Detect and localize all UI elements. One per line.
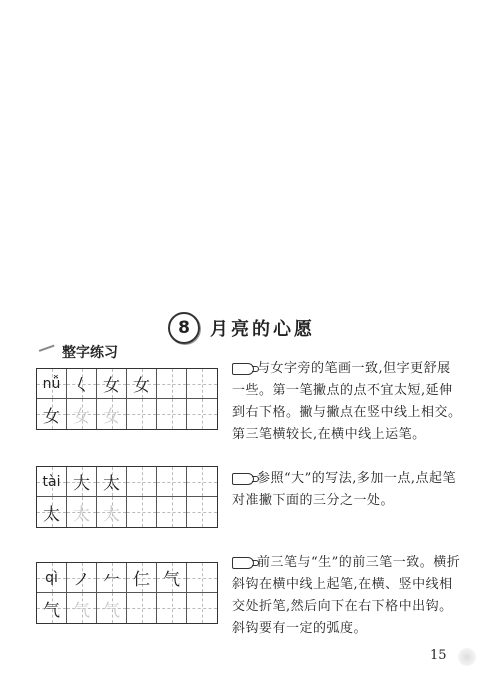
writing-note-nv <box>232 358 464 446</box>
grid-cell-model: 太 <box>37 497 67 527</box>
grid-cell-stroke: 女 <box>97 369 127 399</box>
grid-cell-empty <box>127 467 157 497</box>
lesson-title-text: 月亮的心愿 <box>210 319 315 340</box>
note-text: 与女字旁的笔画一致,但字更舒展一些。第一笔撇点的点不宜太短,延伸到右下格。撇与撇点在竖中线上相交。第三笔横较长,在横中线上运笔。 <box>232 361 462 442</box>
grid-cell-empty <box>127 399 157 429</box>
grid-cell-stroke: 气 <box>157 563 187 593</box>
lesson-number-badge: 8 <box>168 312 200 344</box>
note-text: 参照“大”的写法,多加一点,点起笔对准撇下面的三分之一处。 <box>232 471 457 508</box>
section-label-text: 整字练习 <box>62 345 118 361</box>
writing-note-tai <box>232 468 464 512</box>
grid-cell-empty <box>187 593 217 623</box>
grid-cell-model: 气 <box>37 593 67 623</box>
grid-cell-trace: 女 <box>97 399 127 429</box>
grid-cell-empty <box>157 467 187 497</box>
grid-cell-trace: 气 <box>67 593 97 623</box>
grid-cell-empty <box>187 497 217 527</box>
grid-cell-pinyin: tài <box>37 467 67 497</box>
note-text: 前三笔与“生”的前三笔一致。横折斜钩在横中线上起笔,在横、竖中线相交处折笔,然后向下在右下格中出钩。斜钩要有一定的弧度。 <box>232 555 461 636</box>
grid-cell-stroke: ノ <box>67 563 97 593</box>
pen-icon <box>39 345 57 360</box>
grid-cell-empty <box>127 497 157 527</box>
grid-cell-pinyin: nǚ <box>37 369 67 399</box>
grid-cell-trace: 太 <box>97 497 127 527</box>
grid-cell-trace: 太 <box>67 497 97 527</box>
grid-cell-stroke: 大 <box>67 467 97 497</box>
writing-note-qi <box>232 552 464 640</box>
writing-grid-nv <box>36 368 218 430</box>
grid-cell-empty <box>187 399 217 429</box>
grid-cell-stroke: 𡿨 <box>67 369 97 399</box>
grid-cell-empty <box>157 369 187 399</box>
pointing-hand-icon <box>232 557 254 569</box>
pointing-hand-icon <box>232 363 254 375</box>
grid-cell-pinyin: qì <box>37 563 67 593</box>
grid-cell-empty <box>187 467 217 497</box>
grid-cell-empty <box>157 593 187 623</box>
grid-cell-empty <box>157 399 187 429</box>
writing-grid-tai <box>36 466 218 528</box>
grid-cell-stroke: 太 <box>97 467 127 497</box>
writing-grid-qi <box>36 562 218 624</box>
grid-cell-empty <box>187 563 217 593</box>
grid-cell-empty <box>187 369 217 399</box>
grid-cell-empty <box>157 497 187 527</box>
grid-cell-model: 女 <box>37 399 67 429</box>
page-corner-decoration <box>458 648 476 666</box>
grid-cell-stroke: 𠂉 <box>97 563 127 593</box>
pointing-hand-icon <box>232 473 254 485</box>
lesson-title <box>168 312 315 344</box>
section-label <box>40 342 118 362</box>
grid-cell-trace: 气 <box>97 593 127 623</box>
grid-cell-stroke: 女 <box>127 369 157 399</box>
grid-cell-stroke: 仁 <box>127 563 157 593</box>
grid-cell-trace: 女 <box>67 399 97 429</box>
grid-cell-empty <box>127 593 157 623</box>
page-number: 15 <box>430 648 447 663</box>
